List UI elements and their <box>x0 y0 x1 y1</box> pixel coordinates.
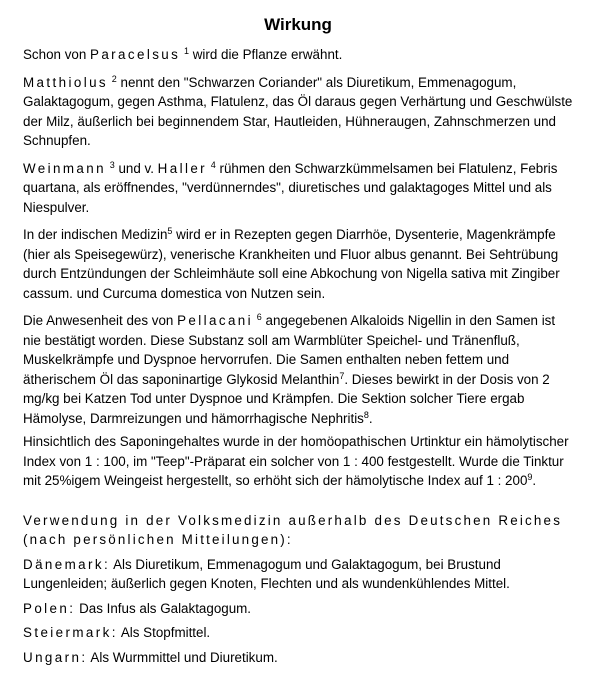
author-name: Paracelsus <box>90 47 181 62</box>
volksmedizin-heading: Verwendung in der Volksmedizin außerhalb des Deutschen Reiches (nach persönlichen Mitteilungen): <box>23 512 563 547</box>
volksmedizin-entry-daenemark <box>23 555 573 594</box>
section-title: Wirkung <box>264 15 332 34</box>
entry-text: Als Stopfmittel. <box>117 625 211 640</box>
volksmedizin-entry-ungarn <box>23 648 573 668</box>
text: . <box>532 473 537 488</box>
footnote-ref: 8 <box>363 409 369 420</box>
footnote-ref: 7 <box>339 370 345 381</box>
entry-text: Als Diuretikum, Emmenagogum und Galaktagogum, bei Brustund Lungenleiden; äußerlich gegen Knoten, Flechten und als wundenkühlendes Mittel. <box>23 556 510 591</box>
author-name: Pellacani <box>177 313 254 328</box>
separator: : <box>81 649 88 665</box>
text: wird er in Rezepten gegen Diarrhöe, Dysenterie, Magenkrämpfe (hier als Speisegewürz), venerische Krankheiten und Fluor albus genannt. Bei Sehtrübung durch Entzündungen der Schleimhäute soll eine Abkochung von Nigella sativa mit Zingiber cassum. und Curcuma domestica von Nutzen sein. <box>23 227 560 301</box>
author-name: Haller <box>157 160 208 176</box>
entry-text: Als Wurmmittel und Diuretikum. <box>87 649 278 665</box>
text: Hinsichtlich des Saponingehaltes wurde in der homöopathischen Urtinktur ein hämolytischer Index von 1 : 100, im "Teep"-Präparat ein solcher von 1 : 400 festgestellt. Wurde die Tinktur mit 25%igem Weingeist hergestellt, so erhöht sich der hämolytische Index auf 1 : 200 <box>23 434 569 488</box>
author-name: Weinmann <box>23 160 106 176</box>
entry-text: Das Infus als Galaktagogum. <box>75 600 252 616</box>
text: wird die Pflanze erwähnt. <box>189 47 343 62</box>
footnote-ref: 2 <box>111 73 117 84</box>
paragraph-pellacani <box>23 311 573 428</box>
text: nennt den "Schwarzen Coriander" als Diuretikum, Emmenagogum, Galaktagogum, gegen Asthma, Flatulenz, das Öl daraus gegen Verhärtung und Geschwülste der Milz, äußerlich bei beginnendem Star, Hautleiden, Hühneraugen, Zahnschmerzen und Schnupfen. <box>23 74 573 148</box>
text: und v. <box>114 160 158 176</box>
region-name: Dänemark <box>23 556 104 572</box>
footnote-ref: 9 <box>527 472 533 482</box>
separator: : <box>69 600 76 616</box>
text: . Dieses bewirkt in der Dosis von 2 mg/kg bei Katzen Tod unter Dyspnoe und Krämpfen. Die Sektion solcher Tiere ergab Hämolyse, Darmreizungen und hämorrhagische Nephritis <box>23 371 550 426</box>
author-name: Matthiolus <box>23 74 109 90</box>
footnote-ref: 4 <box>210 159 216 170</box>
region-name: Ungarn <box>23 649 82 665</box>
separator: : <box>103 556 111 572</box>
text: . <box>368 410 373 426</box>
paragraph-indische-medizin <box>23 225 573 303</box>
footnote-ref: 5 <box>167 226 173 236</box>
paragraph-saponin <box>23 432 573 491</box>
paragraph-paracelsus <box>23 45 573 65</box>
text: rühmen den Schwarzkümmelsamen bei Flatulenz, Febris quartana, als eröffnendes, "verdünnerndes", diuretisches und galaktagoges Mittel und als Niespulver. <box>23 160 558 215</box>
footnote-ref: 6 <box>256 312 262 322</box>
text: Die Anwesenheit des von <box>23 313 178 328</box>
volksmedizin-entry-steiermark <box>23 623 573 643</box>
footnote-ref: 1 <box>183 46 189 56</box>
paragraph-weinmann-haller <box>23 159 573 218</box>
region-name: Polen <box>23 600 70 616</box>
footnote-ref: 3 <box>109 159 115 170</box>
text: angegebenen Alkaloids Nigellin in den Samen ist nie bestätigt worden. Diese Substanz soll am Warmblüter Speichel- und Tränenfluß, Muskelkrämpfe und Dyspnoe hervorrufen. Die Samen enthalten neben fettem und ätherischem Öl das saponinartige Glykosid Melanthin <box>23 313 556 387</box>
text: In der indischen Medizin <box>23 227 168 242</box>
paragraph-matthiolus <box>23 73 573 151</box>
text: Schon von <box>23 47 90 62</box>
volksmedizin-entry-polen <box>23 599 573 619</box>
region-name: Steiermark <box>23 625 112 640</box>
separator: : <box>111 625 118 640</box>
